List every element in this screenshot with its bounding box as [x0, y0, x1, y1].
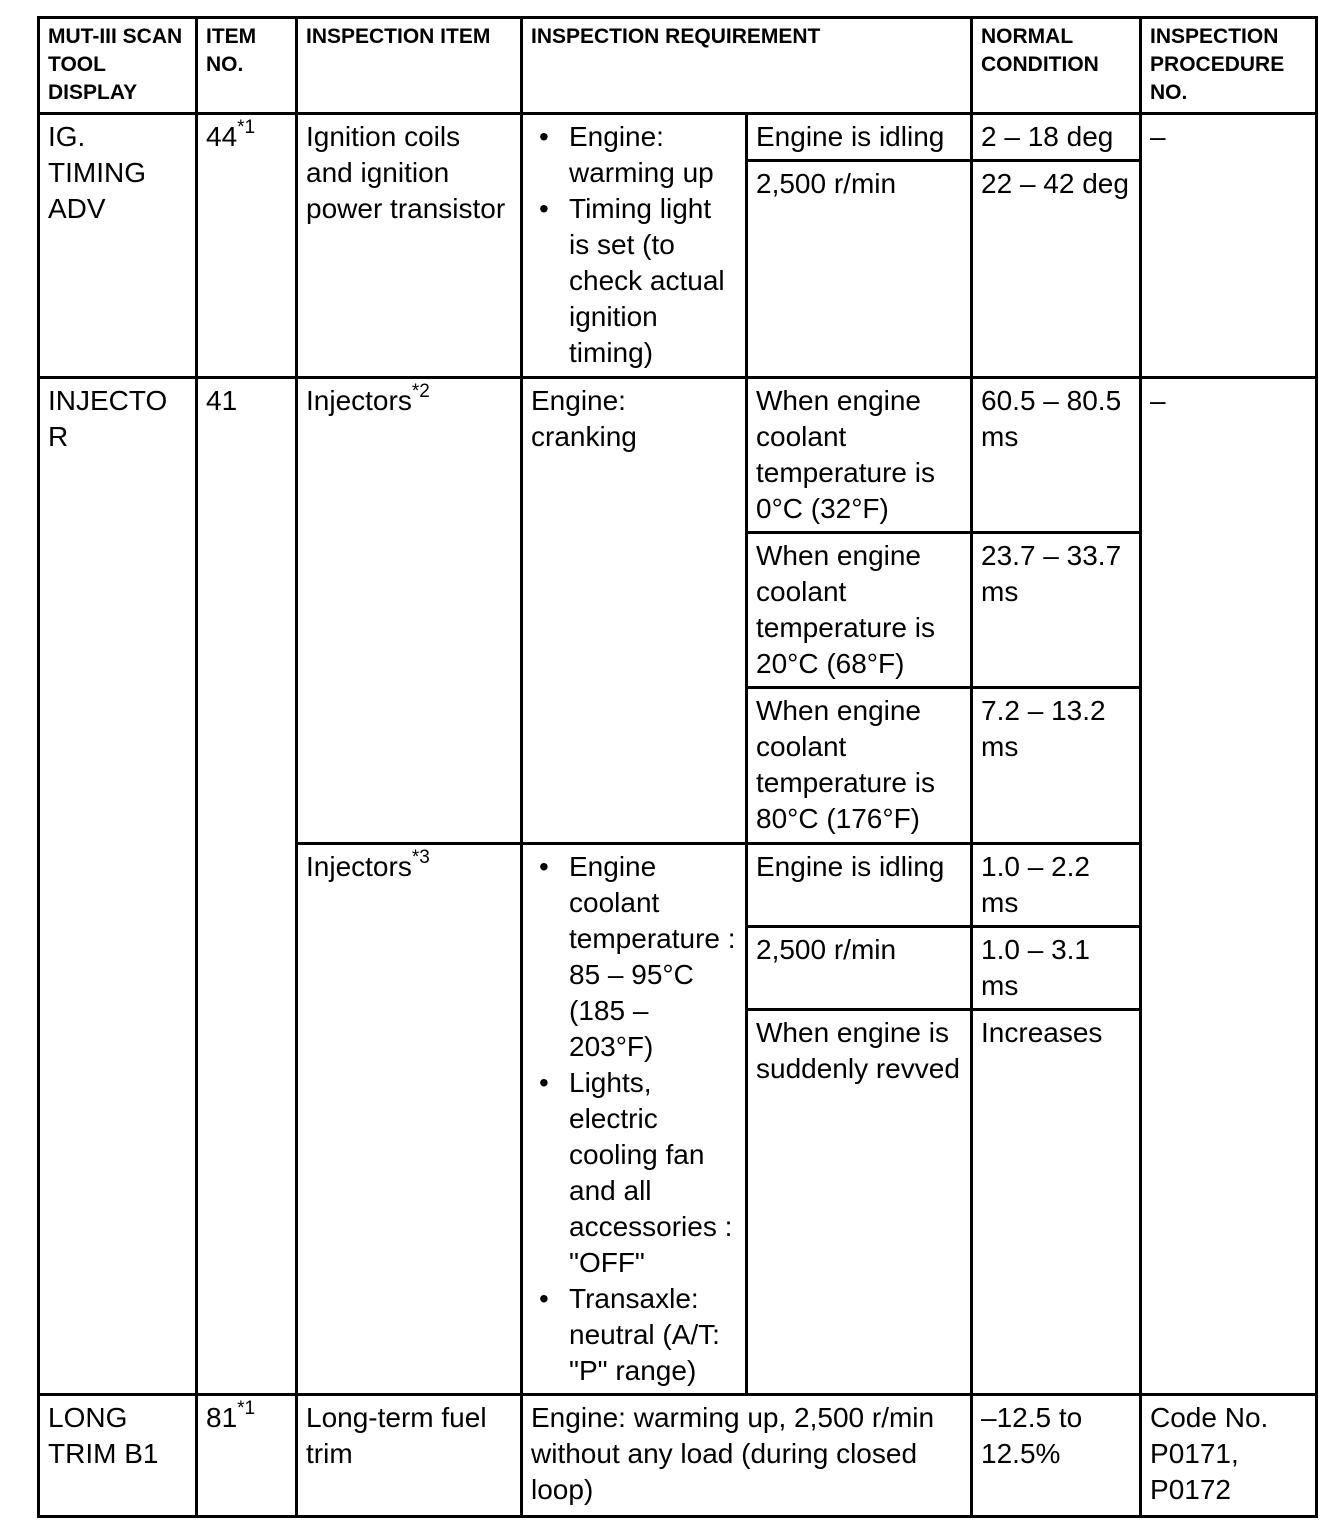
ig-item-no: 44$^{*1}$ — [197, 114, 297, 378]
ltft-display: LONG TRIM B1 — [39, 1395, 197, 1517]
inj-b-normal-3: Increases — [972, 1010, 1141, 1395]
ltft-item: Long-term fuel trim — [297, 1395, 522, 1517]
header-row — [39, 18, 1317, 114]
inj-a-normal-1: 60.5 – 80.5 ms — [972, 378, 1141, 533]
inj-b-cond-1: Engine is idling — [747, 844, 972, 927]
ig-normal-2: 22 – 42 deg — [972, 161, 1141, 378]
table-row — [39, 378, 1317, 533]
inj-a-normal-3: 7.2 – 13.2 ms — [972, 688, 1141, 844]
inj-procedure: – — [1141, 378, 1317, 1395]
list-item: • Lights, electric cooling fan and all accessories : "OFF" — [569, 1065, 739, 1281]
header-inspection-item: INSPECTION ITEM — [297, 18, 522, 114]
inj-b-cond-2: 2,500 r/min — [747, 927, 972, 1010]
ltft-normal: –12.5 to 12.5% — [972, 1395, 1141, 1517]
inj-a-requirement: Engine: cranking — [522, 378, 747, 844]
inj-display: INJECTO R — [39, 378, 197, 1395]
header-requirement: INSPECTION REQUIREMENT — [522, 18, 972, 114]
header-procedure-no: INSPECTION PROCEDURE NO. — [1141, 18, 1317, 114]
table-row — [39, 114, 1317, 161]
header-normal-condition: NORMAL CONDITION — [972, 18, 1141, 114]
inj-a-item: Injectors$^{*2}$ — [297, 378, 522, 844]
ig-cond-2: 2,500 r/min — [747, 161, 972, 378]
inj-a-cond-2: When engine coolant temperature is 20°C (68°F) — [747, 533, 972, 688]
list-item: • Transaxle: neutral (A/T: "P" range) — [569, 1281, 739, 1389]
ltft-item-no: 81$^{*1}$ — [197, 1395, 297, 1517]
ig-requirement — [522, 114, 747, 378]
inj-a-cond-1: When engine coolant temperature is 0°C (32°F) — [747, 378, 972, 533]
inj-a-normal-2: 23.7 – 33.7 ms — [972, 533, 1141, 688]
list-item: • Engine: warming up — [569, 119, 739, 191]
inj-item-no: 41 — [197, 378, 297, 1395]
ig-cond-1: Engine is idling — [747, 114, 972, 161]
inj-b-requirement — [522, 844, 747, 1395]
inj-b-normal-1: 1.0 – 2.2 ms — [972, 844, 1141, 927]
ltft-requirement: Engine: warming up, 2,500 r/min without any load (during closed loop) — [522, 1395, 972, 1517]
inj-b-item: Injectors$^{*3}$ — [297, 844, 522, 1395]
ig-display: IG. TIMING ADV — [39, 114, 197, 378]
ig-item: Ignition coils and ignition power transistor — [297, 114, 522, 378]
list-item: • Timing light is set (to check actual ignition timing) — [569, 191, 739, 371]
ltft-procedure: Code No. P0171, P0172 — [1141, 1395, 1317, 1517]
ig-procedure: – — [1141, 114, 1317, 378]
header-display: MUT-III SCAN TOOL DISPLAY — [39, 18, 197, 114]
ig-normal-1: 2 – 18 deg — [972, 114, 1141, 161]
inspection-table — [37, 16, 1318, 1518]
list-item: • Engine coolant temperature : 85 – 95°C (185 – 203°F) — [569, 849, 739, 1065]
inj-b-normal-2: 1.0 – 3.1 ms — [972, 927, 1141, 1010]
inj-b-cond-3: When engine is suddenly revved — [747, 1010, 972, 1395]
header-item-no: ITEM NO. — [197, 18, 297, 114]
inj-a-cond-3: When engine coolant temperature is 80°C (176°F) — [747, 688, 972, 844]
table-row — [39, 1395, 1317, 1517]
